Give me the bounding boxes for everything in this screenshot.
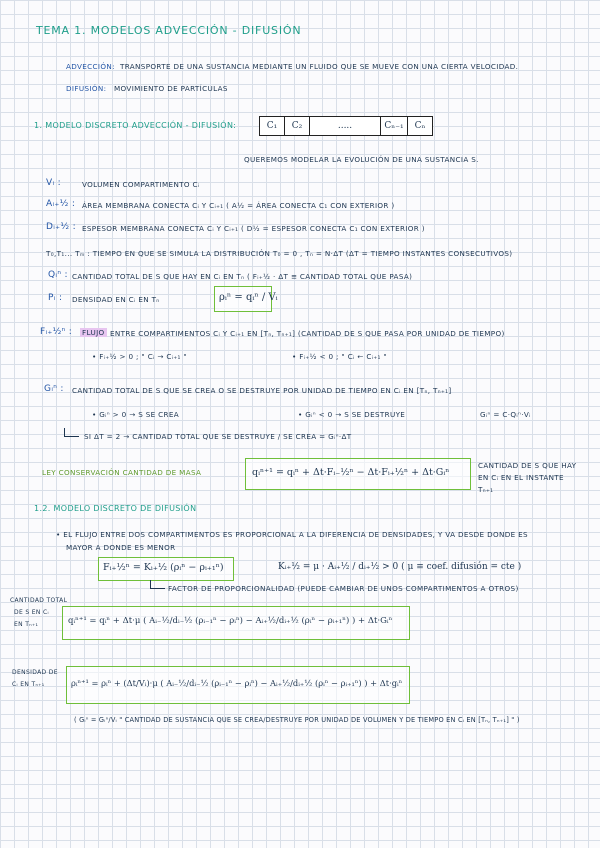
cell-dots: ..... bbox=[310, 117, 381, 135]
rho-update-box bbox=[66, 666, 410, 704]
cell-cn-1: Cₙ₋₁ bbox=[381, 117, 408, 135]
flux-highlight: FLUJO bbox=[82, 328, 105, 337]
adveccion-label: ADVECCIÓN: bbox=[66, 62, 115, 71]
cell-c2: C₂ bbox=[285, 117, 310, 135]
intro-line-1: • EL FLUJO ENTRE DOS COMPARTIMENTOS ES PROPORCIONAL A LA DIFERENCIA DE DENSIDADES, Y VA DESDE DONDE ES bbox=[56, 530, 528, 539]
d-text: ESPESOR MEMBRANA CONECTA Cᵢ Y Cᵢ₊₁ ( D½ = ESPESOR CONECTA C₁ CON EXTERIOR ) bbox=[82, 224, 425, 233]
q-symbol: Qᵢⁿ : bbox=[48, 270, 68, 280]
adveccion-text: TRANSPORTE DE UNA SUSTANCIA MEDIANTE UN FLUIDO QUE SE MUEVE CON UNA CIERTA VELOCIDAD. bbox=[120, 62, 519, 71]
flux-bullet-positive: • Fᵢ₊½ > 0 ; " Cᵢ → Cᵢ₊₁ " bbox=[92, 352, 188, 361]
g-note: SI ΔT = 2 → CANTIDAD TOTAL QUE SE DESTRUYE / SE CREA = Gᵢⁿ·ΔT bbox=[84, 432, 352, 441]
section-1-2-heading: 1.2. MODELO DISCRETO DE DIFUSIÓN bbox=[34, 504, 197, 513]
note-arrow-icon bbox=[64, 428, 79, 437]
goal-text: QUEREMOS MODELAR LA EVOLUCIÓN DE UNA SUSTANCIA S. bbox=[244, 155, 479, 164]
q-text: CANTIDAD TOTAL DE S QUE HAY EN Cᵢ EN Tₙ ( Fᵢ₊½ · ΔT ≡ CANTIDAD TOTAL QUE PASA) bbox=[72, 272, 413, 281]
intro-line-2: MAYOR A DONDE ES MENOR bbox=[66, 543, 176, 552]
g-symbol: Gᵢⁿ : bbox=[44, 384, 64, 394]
flux-formula-box bbox=[98, 557, 234, 581]
difusion-text: MOVIMIENTO DE PARTÍCULAS bbox=[114, 84, 228, 93]
flux-bullet-negative: • Fᵢ₊½ < 0 ; " Cᵢ ← Cᵢ₊₁ " bbox=[292, 352, 388, 361]
cell-c1: C₁ bbox=[260, 117, 285, 135]
g-text: CANTIDAD TOTAL DE S QUE SE CREA O SE DESTRUYE POR UNIDAD DE TIEMPO EN Cᵢ EN [Tₙ, Tₙ₊₁] bbox=[72, 386, 452, 395]
a-symbol: Aᵢ₊½ : bbox=[46, 199, 76, 209]
rho-text: DENSIDAD EN Cᵢ EN Tₙ bbox=[72, 295, 160, 304]
rho-formula: ρᵢⁿ = qᵢⁿ / Vᵢ bbox=[219, 292, 278, 303]
rho-formula-box bbox=[214, 286, 278, 312]
compartment-diagram bbox=[259, 116, 433, 136]
g-relation: Gᵢⁿ = C·Qᵢⁿ·Vᵢ bbox=[480, 410, 531, 419]
rho-side-2: Cᵢ EN Tₙ₊₁ bbox=[12, 681, 45, 688]
rho-side-1: DENSIDAD DE bbox=[12, 669, 58, 676]
g-footnote: ( Gᵢⁿ = Gᵢⁿ/Vᵢ " CANTIDAD DE SUSTANCIA QUE SE CREA/DESTRUYE POR UNIDAD DE VOLUMEN Y DE TIEMPO EN Cᵢ EN [Tₙ, Tₙ₊₁] " ) bbox=[74, 716, 520, 724]
q-side-2: DE S EN Cᵢ bbox=[14, 609, 49, 616]
q-side-1: CANTIDAD TOTAL bbox=[10, 597, 68, 604]
v-text: VOLUMEN COMPARTIMENTO Cᵢ bbox=[82, 180, 200, 189]
k-formula: Kᵢ₊½ = μ · Aᵢ₊½ / dᵢ₊½ > 0 ( μ ≡ coef. difusión = cte ) bbox=[278, 562, 522, 572]
ley-formula: qᵢⁿ⁺¹ = qᵢⁿ + Δt·Fᵢ₋½ⁿ − Δt·Fᵢ₊½ⁿ + Δt·Gᵢⁿ bbox=[252, 467, 450, 478]
flux-symbol: Fᵢ₊½ⁿ : bbox=[40, 327, 73, 337]
difusion-label: DIFUSIÓN: bbox=[66, 84, 107, 93]
g-bullet-destroy: • Gᵢⁿ < 0 → S SE DESTRUYE bbox=[298, 410, 406, 419]
d-symbol: Dᵢ₊½ : bbox=[46, 222, 77, 232]
g-bullet-create: • Gᵢⁿ > 0 → S SE CREA bbox=[92, 410, 180, 419]
section-1-heading: 1. MODELO DISCRETO ADVECCIÓN - DIFUSIÓN: bbox=[34, 121, 237, 130]
q-update-box bbox=[62, 606, 410, 640]
flux-formula: Fᵢ₊½ⁿ = Kᵢ₊½ (ρᵢⁿ − ρᵢ₊₁ⁿ) bbox=[103, 562, 224, 573]
v-symbol: Vᵢ : bbox=[46, 178, 62, 188]
ley-note: CANTIDAD DE S QUE HAY EN Cᵢ EN EL INSTANTE Tₙ₊₁ bbox=[478, 461, 577, 494]
q-side-3: EN Tₙ₊₁ bbox=[14, 621, 39, 628]
rho-update-formula: ρᵢⁿ⁺¹ = ρᵢⁿ + (Δt/Vᵢ)·μ ( Aᵢ₋½/dᵢ₋½ (ρᵢ₋₁ⁿ − ρᵢⁿ) − Aᵢ₊½/dᵢ₊½ (ρᵢⁿ − ρᵢ₊₁ⁿ) ) + Δt·gᵢⁿ bbox=[71, 678, 403, 688]
rho-symbol: Ρᵢ : bbox=[48, 293, 63, 303]
page-title: TEMA 1. MODELOS ADVECCIÓN - DIFUSIÓN bbox=[36, 24, 302, 37]
ley-formula-box bbox=[245, 458, 471, 490]
factor-note: FACTOR DE PROPORCIONALIDAD (PUEDE CAMBIAR DE UNOS COMPARTIMENTOS A OTROS) bbox=[168, 584, 519, 593]
flux-text: ENTRE COMPARTIMENTOS Cᵢ Y Cᵢ₊₁ EN [Tₙ, Tₙ₊₁] (CANTIDAD DE S QUE PASA POR UNIDAD DE TIEMPO) bbox=[110, 329, 505, 338]
a-text: ÁREA MEMBRANA CONECTA Cᵢ Y Cᵢ₊₁ ( A½ = ÁREA CONECTA C₁ CON EXTERIOR ) bbox=[82, 201, 395, 210]
time-text: T₀,T₁... Tₘ : TIEMPO EN QUE SE SIMULA LA DISTRIBUCIÓN T₀ = 0 , Tₙ = N·ΔT (ΔT = TIEMPO INSTANTES CONSECUTIVOS) bbox=[46, 249, 513, 258]
ley-label: LEY CONSERVACIÓN CANTIDAD DE MASA bbox=[42, 468, 202, 477]
factor-arrow-icon bbox=[150, 580, 165, 589]
cell-cn: Cₙ bbox=[414, 121, 426, 131]
q-update-formula: qᵢⁿ⁺¹ = qᵢⁿ + Δt·μ ( Aᵢ₋½/dᵢ₋½ (ρᵢ₋₁ⁿ − ρᵢⁿ) − Aᵢ₊½/dᵢ₊½ (ρᵢⁿ − ρᵢ₊₁ⁿ) ) + Δt·Gᵢⁿ bbox=[68, 616, 393, 626]
